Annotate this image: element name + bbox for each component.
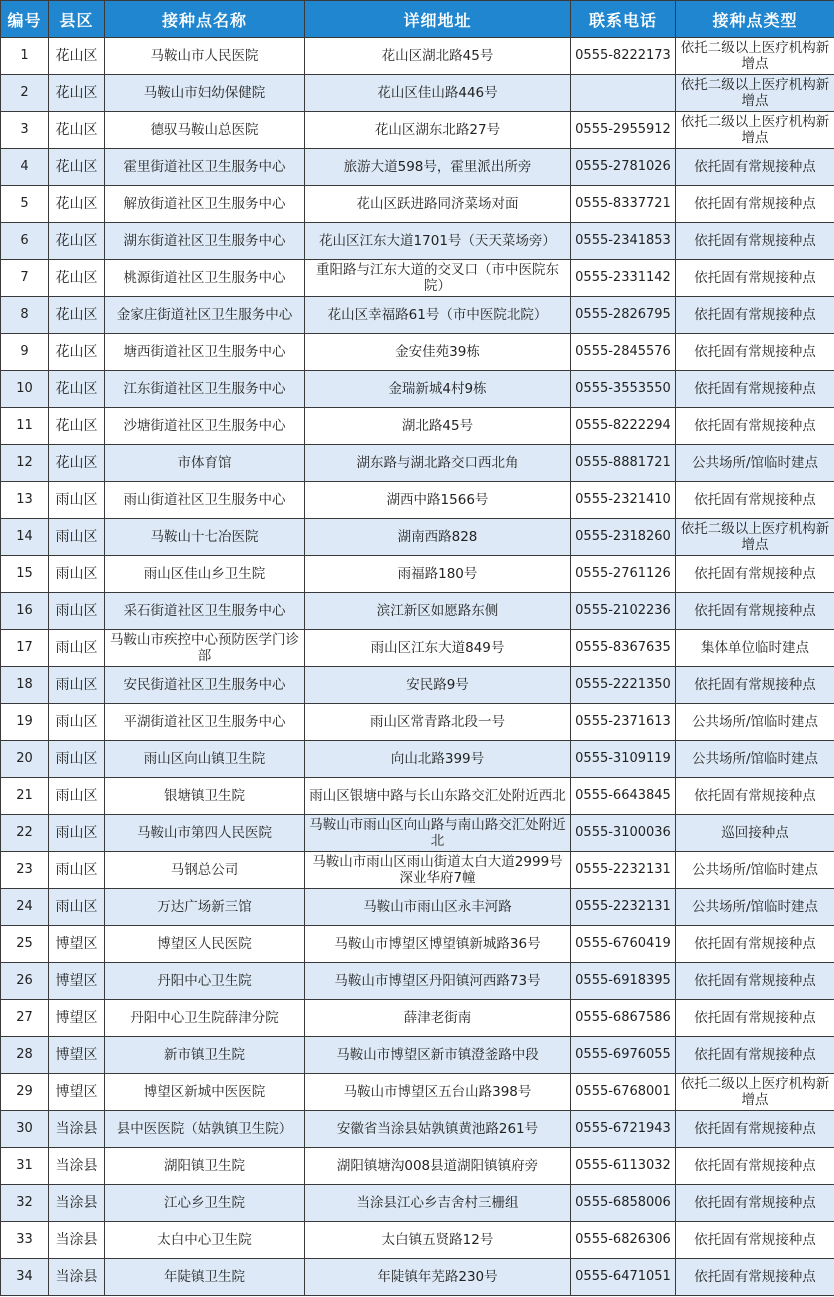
cell-phone: 0555-2781026 [571,149,676,186]
cell-phone: 0555-2232131 [571,852,676,889]
cell-type: 依托固有常规接种点 [676,1185,834,1222]
cell-phone: 0555-2826795 [571,297,676,334]
table-row [1,1037,834,1074]
cell-type: 巡回接种点 [676,815,834,852]
cell-no: 7 [1,260,49,297]
cell-no: 25 [1,926,49,963]
table-row [1,778,834,815]
cell-no: 1 [1,38,49,75]
cell-name: 博望区新城中医医院 [105,1074,305,1111]
cell-no: 12 [1,445,49,482]
cell-address: 马鞍山市雨山区雨山街道太白大道2999号深业华府7幢 [305,852,571,889]
cell-address: 当涂县江心乡吉舍村三栅组 [305,1185,571,1222]
cell-no: 20 [1,741,49,778]
cell-district: 博望区 [49,1074,105,1111]
cell-type: 依托二级以上医疗机构新增点 [676,112,834,149]
cell-address: 湖东路与湖北路交口西北角 [305,445,571,482]
header-name: 接种点名称 [105,1,305,38]
cell-address: 花山区跃进路同济菜场对面 [305,186,571,223]
cell-name: 江心乡卫生院 [105,1185,305,1222]
cell-name: 平湖街道社区卫生服务中心 [105,704,305,741]
table-row [1,963,834,1000]
cell-name: 市体育馆 [105,445,305,482]
cell-phone: 0555-2371613 [571,704,676,741]
cell-phone: 0555-6471051 [571,1259,676,1296]
cell-no: 19 [1,704,49,741]
cell-type: 依托固有常规接种点 [676,1111,834,1148]
cell-no: 21 [1,778,49,815]
cell-address: 花山区幸福路61号（市中医院北院） [305,297,571,334]
cell-phone: 0555-2341853 [571,223,676,260]
cell-phone: 0555-6760419 [571,926,676,963]
table-row [1,704,834,741]
cell-district: 花山区 [49,445,105,482]
table-row [1,223,834,260]
cell-no: 14 [1,519,49,556]
cell-no: 4 [1,149,49,186]
cell-district: 博望区 [49,963,105,1000]
cell-address: 安徽省当涂县姑孰镇黄池路261号 [305,1111,571,1148]
cell-type: 依托固有常规接种点 [676,1259,834,1296]
cell-district: 雨山区 [49,815,105,852]
table-row [1,926,834,963]
cell-address: 安民路9号 [305,667,571,704]
cell-address: 金瑞新城4村9栋 [305,371,571,408]
cell-address: 向山北路399号 [305,741,571,778]
cell-type: 公共场所/馆临时建点 [676,704,834,741]
cell-name: 县中医医院（姑孰镇卫生院） [105,1111,305,1148]
cell-district: 花山区 [49,223,105,260]
cell-address: 薛津老街南 [305,1000,571,1037]
cell-name: 丹阳中心卫生院 [105,963,305,1000]
cell-phone: 0555-3553550 [571,371,676,408]
table-row [1,371,834,408]
cell-phone: 0555-6768001 [571,1074,676,1111]
cell-address: 花山区佳山路446号 [305,75,571,112]
cell-district: 当涂县 [49,1148,105,1185]
cell-name: 丹阳中心卫生院薛津分院 [105,1000,305,1037]
table-row [1,75,834,112]
cell-address: 湖南西路828 [305,519,571,556]
cell-type: 依托固有常规接种点 [676,963,834,1000]
cell-type: 依托固有常规接种点 [676,186,834,223]
cell-type: 依托固有常规接种点 [676,1037,834,1074]
table-body [1,38,834,1296]
table-row [1,149,834,186]
cell-type: 集体单位临时建点 [676,630,834,667]
cell-address: 花山区湖北路45号 [305,38,571,75]
cell-no: 34 [1,1259,49,1296]
cell-phone: 0555-6976055 [571,1037,676,1074]
cell-district: 博望区 [49,926,105,963]
cell-district: 雨山区 [49,852,105,889]
table-row [1,741,834,778]
cell-type: 依托固有常规接种点 [676,1222,834,1259]
cell-phone: 0555-2221350 [571,667,676,704]
cell-type: 公共场所/馆临时建点 [676,445,834,482]
header-address: 详细地址 [305,1,571,38]
table-row [1,482,834,519]
cell-district: 雨山区 [49,704,105,741]
cell-phone: 0555-3100036 [571,815,676,852]
cell-type: 依托固有常规接种点 [676,371,834,408]
cell-district: 花山区 [49,408,105,445]
cell-name: 雨山区向山镇卫生院 [105,741,305,778]
cell-name: 马鞍山市疾控中心预防医学门诊部 [105,630,305,667]
cell-phone: 0555-6113032 [571,1148,676,1185]
cell-no: 18 [1,667,49,704]
cell-phone [571,75,676,112]
table-row [1,1222,834,1259]
cell-phone: 0555-2845576 [571,334,676,371]
cell-type: 依托固有常规接种点 [676,926,834,963]
cell-district: 花山区 [49,260,105,297]
cell-name: 马鞍山十七冶医院 [105,519,305,556]
cell-district: 当涂县 [49,1111,105,1148]
table-row [1,556,834,593]
cell-phone: 0555-6867586 [571,1000,676,1037]
table-row [1,630,834,667]
cell-district: 博望区 [49,1037,105,1074]
table-row [1,889,834,926]
cell-phone: 0555-6858006 [571,1185,676,1222]
cell-no: 9 [1,334,49,371]
cell-type: 公共场所/馆临时建点 [676,852,834,889]
table-row [1,112,834,149]
cell-no: 27 [1,1000,49,1037]
cell-name: 博望区人民医院 [105,926,305,963]
table-row [1,519,834,556]
cell-no: 28 [1,1037,49,1074]
cell-district: 当涂县 [49,1259,105,1296]
cell-no: 24 [1,889,49,926]
cell-phone: 0555-2102236 [571,593,676,630]
table-row [1,334,834,371]
cell-district: 花山区 [49,149,105,186]
cell-no: 11 [1,408,49,445]
table-row [1,38,834,75]
cell-district: 花山区 [49,186,105,223]
cell-no: 3 [1,112,49,149]
cell-type: 依托固有常规接种点 [676,297,834,334]
cell-district: 雨山区 [49,741,105,778]
cell-no: 33 [1,1222,49,1259]
cell-phone: 0555-3109119 [571,741,676,778]
cell-no: 22 [1,815,49,852]
table-row [1,186,834,223]
cell-name: 马鞍山市人民医院 [105,38,305,75]
cell-address: 湖阳镇塘沟008县道湖阳镇镇府旁 [305,1148,571,1185]
cell-phone: 0555-6643845 [571,778,676,815]
cell-type: 公共场所/馆临时建点 [676,889,834,926]
cell-address: 马鞍山市雨山区永丰河路 [305,889,571,926]
cell-district: 雨山区 [49,556,105,593]
table-row [1,408,834,445]
cell-name: 采石街道社区卫生服务中心 [105,593,305,630]
cell-no: 30 [1,1111,49,1148]
cell-type: 依托固有常规接种点 [676,667,834,704]
table-row [1,1148,834,1185]
cell-address: 湖北路45号 [305,408,571,445]
cell-address: 雨福路180号 [305,556,571,593]
cell-address: 雨山区江东大道849号 [305,630,571,667]
cell-address: 马鞍山市博望区新市镇澄釜路中段 [305,1037,571,1074]
cell-phone: 0555-2761126 [571,556,676,593]
table-row [1,667,834,704]
cell-address: 花山区江东大道1701号（天天菜场旁） [305,223,571,260]
cell-district: 雨山区 [49,667,105,704]
table-row [1,1111,834,1148]
cell-phone: 0555-6826306 [571,1222,676,1259]
cell-type: 依托二级以上医疗机构新增点 [676,1074,834,1111]
cell-phone: 0555-6918395 [571,963,676,1000]
cell-name: 解放街道社区卫生服务中心 [105,186,305,223]
cell-name: 江东街道社区卫生服务中心 [105,371,305,408]
table-row [1,815,834,852]
cell-district: 雨山区 [49,519,105,556]
cell-name: 沙塘街道社区卫生服务中心 [105,408,305,445]
cell-no: 2 [1,75,49,112]
cell-type: 依托固有常规接种点 [676,408,834,445]
header-district: 县区 [49,1,105,38]
cell-phone: 0555-2955912 [571,112,676,149]
cell-name: 霍里街道社区卫生服务中心 [105,149,305,186]
table-row [1,260,834,297]
cell-type: 依托固有常规接种点 [676,334,834,371]
header-type: 接种点类型 [676,1,834,38]
cell-name: 年陡镇卫生院 [105,1259,305,1296]
cell-no: 5 [1,186,49,223]
cell-no: 23 [1,852,49,889]
cell-district: 花山区 [49,112,105,149]
cell-name: 湖阳镇卫生院 [105,1148,305,1185]
cell-name: 雨山区佳山乡卫生院 [105,556,305,593]
cell-address: 马鞍山市博望区五台山路398号 [305,1074,571,1111]
cell-name: 雨山街道社区卫生服务中心 [105,482,305,519]
cell-name: 太白中心卫生院 [105,1222,305,1259]
cell-type: 依托固有常规接种点 [676,556,834,593]
cell-no: 31 [1,1148,49,1185]
cell-no: 13 [1,482,49,519]
cell-address: 雨山区常青路北段一号 [305,704,571,741]
cell-address: 马鞍山市博望区丹阳镇河西路73号 [305,963,571,1000]
cell-district: 雨山区 [49,778,105,815]
cell-phone: 0555-8367635 [571,630,676,667]
cell-district: 花山区 [49,75,105,112]
cell-district: 花山区 [49,371,105,408]
cell-type: 依托固有常规接种点 [676,149,834,186]
cell-phone: 0555-2232131 [571,889,676,926]
cell-name: 塘西街道社区卫生服务中心 [105,334,305,371]
cell-phone: 0555-8222294 [571,408,676,445]
cell-name: 湖东街道社区卫生服务中心 [105,223,305,260]
cell-no: 6 [1,223,49,260]
table-row [1,1074,834,1111]
cell-name: 万达广场新三馆 [105,889,305,926]
cell-name: 德驭马鞍山总医院 [105,112,305,149]
cell-name: 马鞍山市第四人民医院 [105,815,305,852]
cell-phone: 0555-2321410 [571,482,676,519]
cell-district: 当涂县 [49,1185,105,1222]
cell-no: 15 [1,556,49,593]
cell-type: 依托固有常规接种点 [676,260,834,297]
cell-no: 10 [1,371,49,408]
cell-district: 雨山区 [49,593,105,630]
header-no: 编号 [1,1,49,38]
table-row [1,1259,834,1296]
cell-district: 花山区 [49,334,105,371]
cell-phone: 0555-6721943 [571,1111,676,1148]
cell-address: 湖西中路1566号 [305,482,571,519]
cell-address: 太白镇五贤路12号 [305,1222,571,1259]
cell-address: 雨山区银塘中路与长山东路交汇处附近西北 [305,778,571,815]
cell-name: 马鞍山市妇幼保健院 [105,75,305,112]
cell-type: 依托二级以上医疗机构新增点 [676,519,834,556]
cell-type: 依托二级以上医疗机构新增点 [676,38,834,75]
table-row [1,593,834,630]
cell-district: 博望区 [49,1000,105,1037]
cell-type: 依托二级以上医疗机构新增点 [676,75,834,112]
cell-type: 依托固有常规接种点 [676,482,834,519]
table-row [1,1000,834,1037]
cell-no: 16 [1,593,49,630]
table-row [1,297,834,334]
cell-address: 年陡镇年芜路230号 [305,1259,571,1296]
cell-name: 安民街道社区卫生服务中心 [105,667,305,704]
cell-phone: 0555-8337721 [571,186,676,223]
cell-no: 8 [1,297,49,334]
cell-phone: 0555-2331142 [571,260,676,297]
cell-type: 依托固有常规接种点 [676,593,834,630]
table-row [1,852,834,889]
header-phone: 联系电话 [571,1,676,38]
cell-type: 依托固有常规接种点 [676,778,834,815]
cell-address: 金安佳苑39栋 [305,334,571,371]
cell-address: 滨江新区如愿路东侧 [305,593,571,630]
cell-district: 花山区 [49,297,105,334]
cell-address: 花山区湖东北路27号 [305,112,571,149]
cell-address: 马鞍山市博望区博望镇新城路36号 [305,926,571,963]
table-row [1,1185,834,1222]
cell-district: 雨山区 [49,482,105,519]
cell-district: 雨山区 [49,630,105,667]
cell-type: 依托固有常规接种点 [676,1000,834,1037]
cell-name: 新市镇卫生院 [105,1037,305,1074]
cell-address: 重阳路与江东大道的交叉口（市中医院东院） [305,260,571,297]
cell-name: 银塘镇卫生院 [105,778,305,815]
cell-no: 29 [1,1074,49,1111]
cell-address: 马鞍山市雨山区向山路与南山路交汇处附近北 [305,815,571,852]
cell-district: 当涂县 [49,1222,105,1259]
cell-district: 雨山区 [49,889,105,926]
cell-district: 花山区 [49,38,105,75]
cell-address: 旅游大道598号，霍里派出所旁 [305,149,571,186]
cell-type: 依托固有常规接种点 [676,223,834,260]
cell-name: 桃源街道社区卫生服务中心 [105,260,305,297]
cell-phone: 0555-8222173 [571,38,676,75]
cell-type: 依托固有常规接种点 [676,1148,834,1185]
table-row [1,445,834,482]
cell-no: 32 [1,1185,49,1222]
cell-phone: 0555-2318260 [571,519,676,556]
cell-phone: 0555-8881721 [571,445,676,482]
cell-name: 马钢总公司 [105,852,305,889]
cell-name: 金家庄街道社区卫生服务中心 [105,297,305,334]
cell-no: 26 [1,963,49,1000]
cell-no: 17 [1,630,49,667]
table-header-row [1,1,834,38]
cell-type: 公共场所/馆临时建点 [676,741,834,778]
